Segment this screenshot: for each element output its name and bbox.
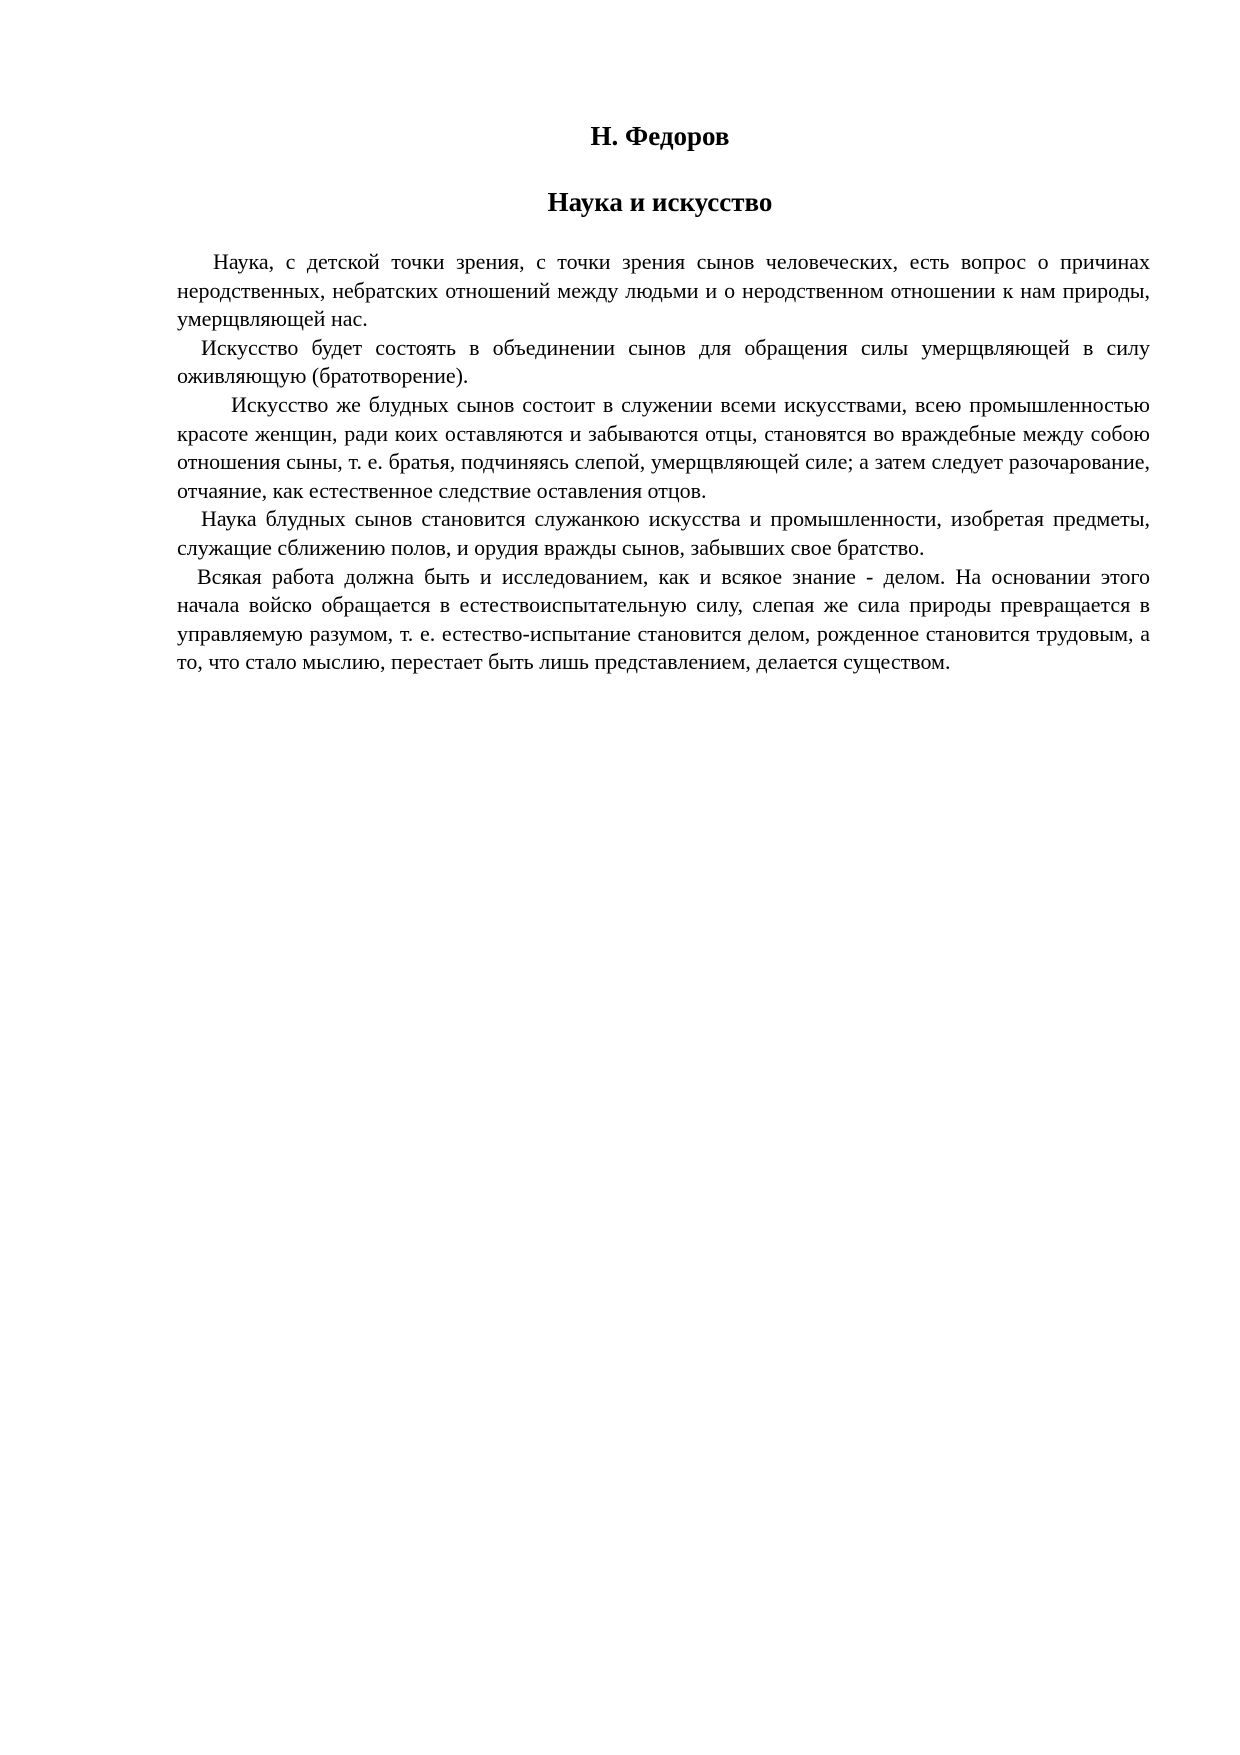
document-title: Наука и искусство (547, 187, 773, 217)
paragraph-5: Всякая работа должна быть и исследованием, как и всякое знание - делом. На основании этого начала войско обращается в естествоиспытательную силу, слепая же сила природы превращается в управляемую разумом, т. е. естество-испытание становится делом, рожденное становится трудовым, а то, что стало мыслию, перестает быть лишь представлением, делается существом. (177, 563, 1150, 675)
paragraph-1: Наука, с детской точки зрения, с точки зрения сынов человеческих, есть вопрос о причинах неродственных, небратских отношений между людьми и о неродственном отношении к нам природы, умерщвляющей нас. (177, 249, 1150, 332)
author-name: Н. Федоров (590, 121, 730, 151)
paragraph-2: Искусство будет состоять в объединении сынов для обращения силы умерщвляющей в силу оживляющую (братотворение). (177, 334, 1150, 389)
paragraph-4: Наука блудных сынов становится служанкою искусства и промышленности, изобретая предметы, служащие сближению полов, и орудия вражды сынов, забывших свое братство. (177, 506, 1150, 560)
document-body (177, 248, 1150, 677)
paragraph-3: Искусство же блудных сынов состоит в служении всеми искусствами, всею промышленностью красоте женщин, ради коих оставляются и забываются отцы, становятся во враждебные между собою отношения сыны, т. е. братья, подчиняясь слепой, умерщвляющей силе; а затем следует разочарование, отчаяние, как естественное следствие оставления отцов. (177, 391, 1150, 503)
